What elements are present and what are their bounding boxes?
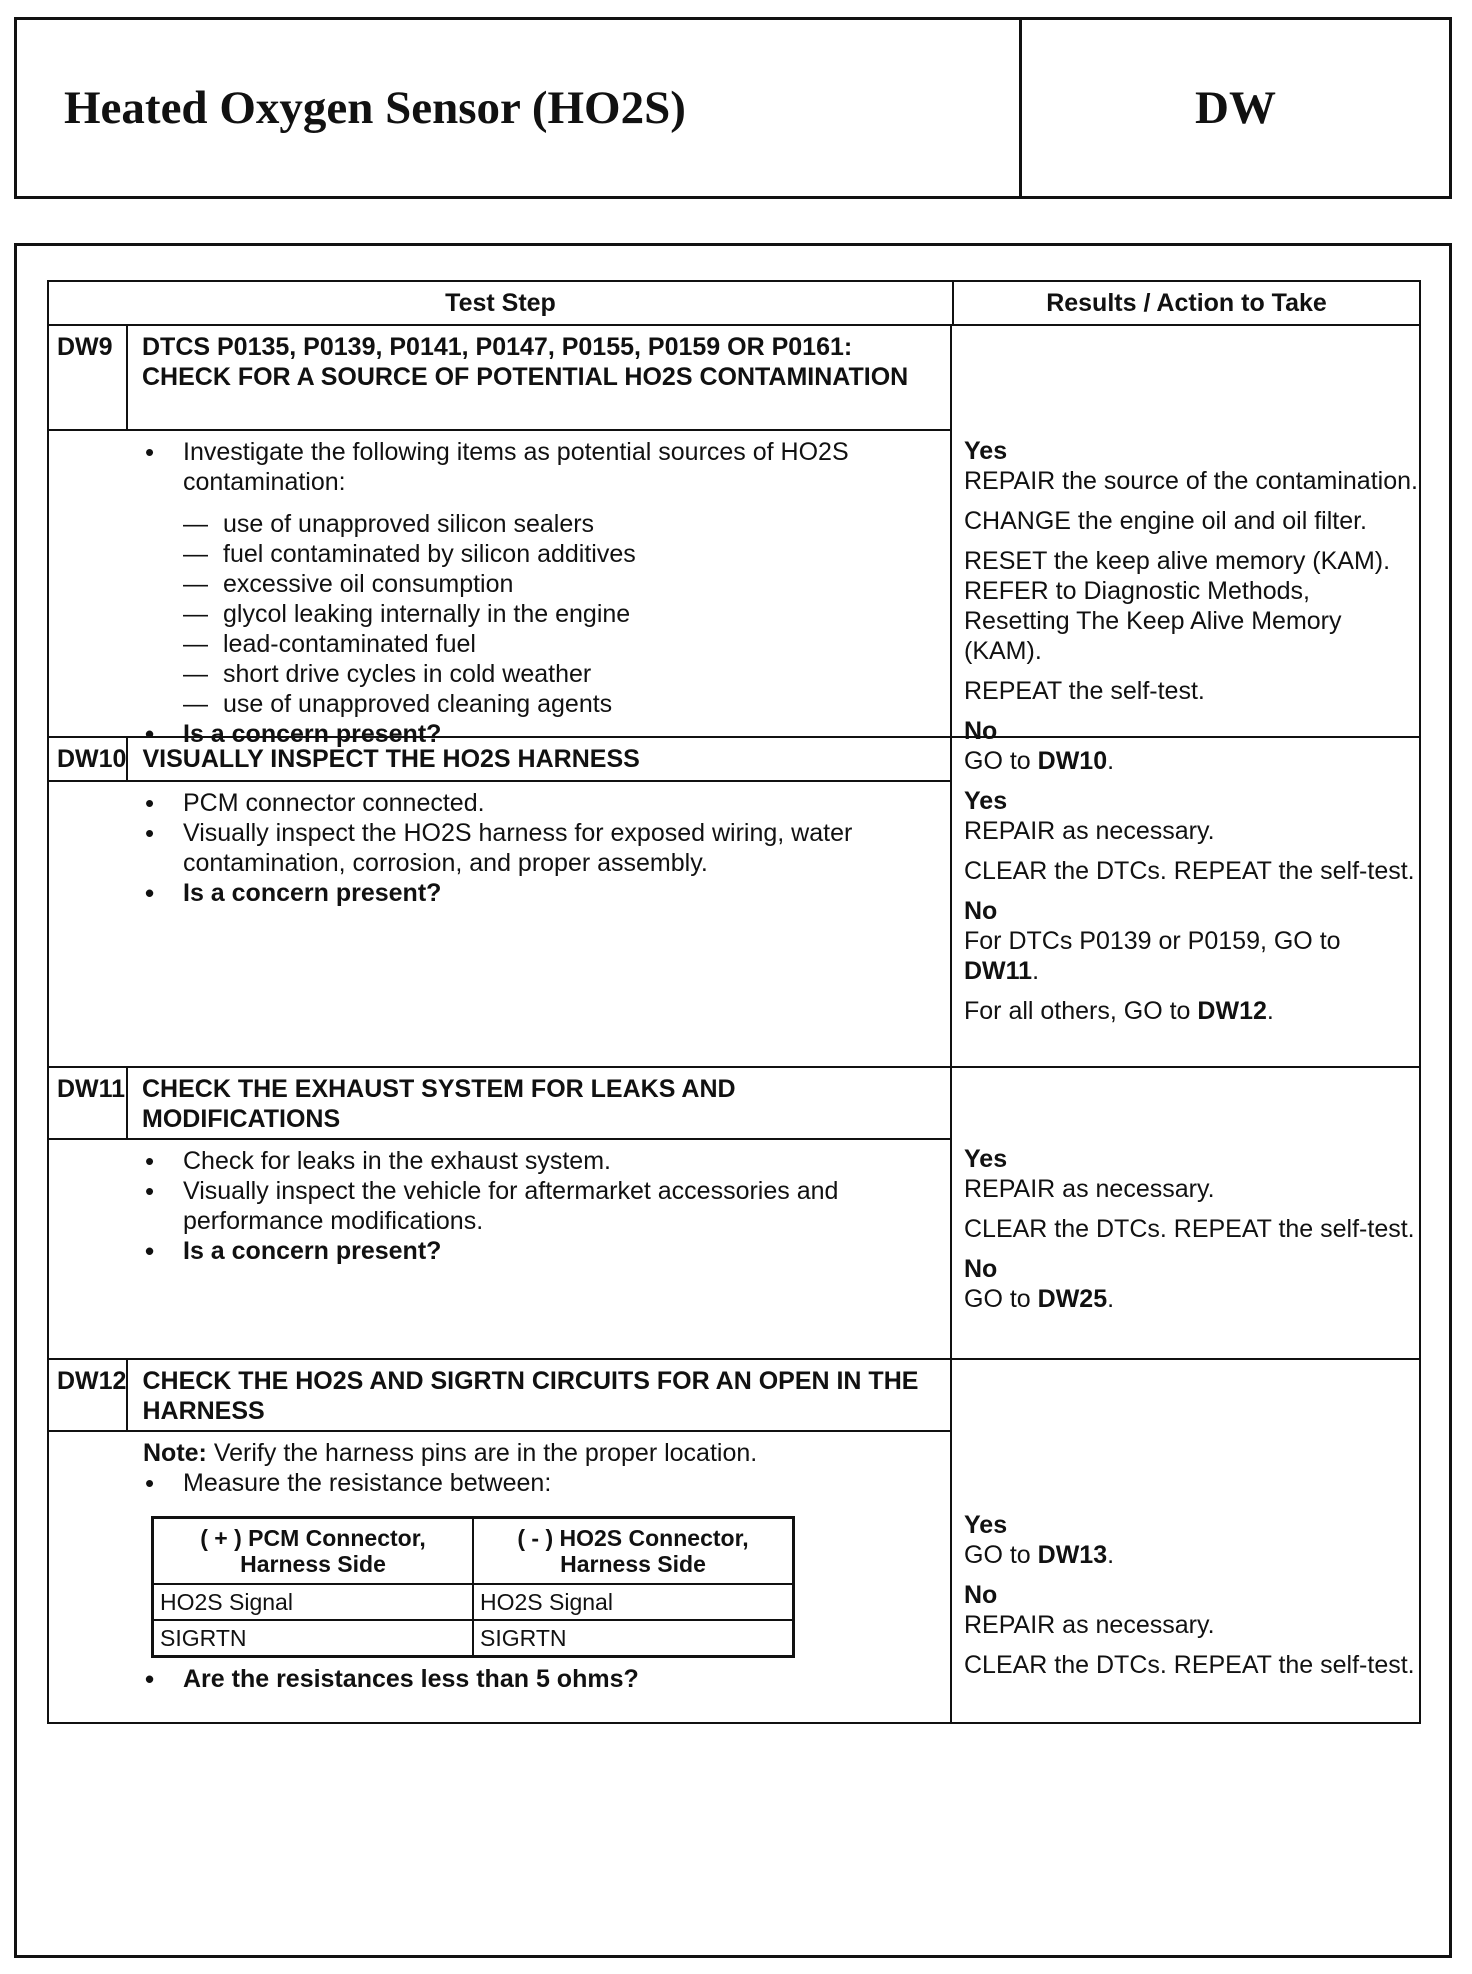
yes-action: CLEAR the DTCs. REPEAT the self-test. [964, 1215, 1415, 1243]
note-text: Verify the harness pins are in the proper location. [213, 1439, 758, 1467]
table-cell: SIGRTN [473, 1620, 794, 1657]
step-question: • Is a concern present? [143, 1236, 938, 1266]
step-question: • Is a concern present? [143, 878, 938, 908]
diagnostic-table [47, 280, 1421, 1724]
yes-action: REPAIR as necessary. [964, 817, 1215, 845]
step-dw10 [49, 738, 1419, 1068]
table-cell: HO2S Signal [153, 1584, 474, 1620]
step-question: • Is a concern present? [143, 719, 938, 749]
period: . [1107, 1541, 1115, 1569]
goto-step-link[interactable]: DW11 [964, 957, 1033, 985]
no-label: No [964, 717, 998, 745]
step-body [49, 1432, 950, 1704]
no-action [964, 996, 1419, 1026]
no-label: No [964, 1581, 998, 1609]
step-title: CHECK THE EXHAUST SYSTEM FOR LEAKS AND MODIFICATIONS [142, 1075, 736, 1133]
section-code: DW [1195, 82, 1276, 134]
yes-label: Yes [964, 1145, 1008, 1173]
period: . [1107, 1285, 1115, 1313]
col-results: Results / Action to Take [1046, 289, 1327, 317]
list-item: — use of unapproved silicon sealers [183, 509, 938, 539]
list-item: — excessive oil consumption [183, 569, 938, 599]
step-title: VISUALLY INSPECT THE HO2S HARNESS [142, 745, 640, 773]
step-bullet: • Check for leaks in the exhaust system. [143, 1146, 938, 1176]
inner-col-header: ( + ) PCM Connector, Harness Side [153, 1518, 474, 1585]
note-label: Note: [143, 1439, 207, 1467]
no-action: CLEAR the DTCs. REPEAT the self-test. [964, 1651, 1415, 1679]
inner-col-header: ( - ) HO2S Connector, Harness Side [473, 1518, 794, 1585]
period: . [1107, 747, 1115, 775]
list-item: — use of unapproved cleaning agents [183, 689, 938, 719]
goto-text: GO to [964, 747, 1031, 775]
yes-action [964, 1540, 1419, 1570]
step-bullet: • Measure the resistance between: [143, 1468, 938, 1498]
step-id: DW10 [49, 738, 128, 780]
goto-text: For all others, GO to [964, 997, 1191, 1025]
yes-label: Yes [964, 437, 1008, 465]
yes-label: Yes [964, 787, 1008, 815]
yes-action: CHANGE the engine oil and oil filter. [964, 507, 1367, 535]
step-id: DW9 [49, 326, 128, 429]
list-item: — lead-contaminated fuel [183, 629, 938, 659]
step-bullet: • Investigate the following items as potential sources of HO2S contamination: [143, 437, 938, 497]
step-id: DW11 [49, 1068, 128, 1138]
step-bullet: • Visually inspect the vehicle for aftermarket accessories and performance modifications. [143, 1176, 938, 1236]
no-action [964, 926, 1419, 986]
step-dw11 [49, 1068, 1419, 1360]
no-action [964, 1284, 1419, 1314]
yes-action: REPAIR the source of the contamination. [964, 467, 1418, 495]
step-results [952, 326, 1419, 775]
goto-step-link[interactable]: DW12 [1197, 997, 1267, 1025]
yes-label: Yes [964, 1511, 1008, 1539]
step-note [143, 1438, 938, 1468]
period: . [1266, 997, 1274, 1025]
step-dw12 [49, 1360, 1419, 1722]
step-body [49, 782, 950, 918]
resistance-table [151, 1516, 795, 1658]
goto-step-link[interactable]: DW10 [1037, 747, 1108, 775]
list-item: — glycol leaking internally in the engine [183, 599, 938, 629]
table-cell: HO2S Signal [473, 1584, 794, 1620]
no-label: No [964, 1255, 998, 1283]
step-title: CHECK THE HO2S AND SIGRTN CIRCUITS FOR AN OPEN IN THE HARNESS [142, 1367, 919, 1425]
yes-action: REPEAT the self-test. [964, 677, 1205, 705]
step-results [952, 1068, 1419, 1358]
goto-text: GO to [964, 1541, 1031, 1569]
goto-text: For DTCs P0139 or P0159, GO to [964, 927, 1341, 955]
no-action: REPAIR as necessary. [964, 1611, 1215, 1639]
step-results [952, 1360, 1419, 1722]
step-bullet: • Visually inspect the HO2S harness for exposed wiring, water contamination, corrosion, and proper assembly. [143, 818, 938, 878]
step-question: • Are the resistances less than 5 ohms? [143, 1664, 938, 1694]
yes-action: REPAIR as necessary. [964, 1175, 1215, 1203]
list-item: — short drive cycles in cold weather [183, 659, 938, 689]
yes-action: CLEAR the DTCs. REPEAT the self-test. [964, 857, 1415, 885]
contamination-list [143, 509, 938, 719]
step-results [952, 738, 1419, 1066]
page-title: Heated Oxygen Sensor (HO2S) [17, 20, 1022, 196]
goto-step-link[interactable]: DW13 [1037, 1541, 1108, 1569]
goto-text: GO to [964, 1285, 1031, 1313]
yes-action: RESET the keep alive memory (KAM). REFER to Diagnostic Methods, Resetting The Keep Alive Memory (KAM). [964, 547, 1391, 665]
col-test-step: Test Step [49, 282, 954, 324]
page-header [14, 17, 1452, 199]
list-item: — fuel contaminated by silicon additives [183, 539, 938, 569]
step-body [49, 431, 950, 759]
step-body [49, 1140, 950, 1276]
table-header [49, 282, 1419, 326]
step-title: DTCS P0135, P0139, P0141, P0147, P0155, P0159 OR P0161: CHECK FOR A SOURCE OF POTENTIAL HO2S CONTAMINATION [142, 333, 909, 391]
goto-step-link[interactable]: DW25 [1037, 1285, 1108, 1313]
period: . [1032, 957, 1040, 985]
table-row [153, 1584, 794, 1620]
table-cell: SIGRTN [153, 1620, 474, 1657]
step-bullet: • PCM connector connected. [143, 788, 938, 818]
no-label: No [964, 897, 998, 925]
table-row [153, 1620, 794, 1657]
step-id: DW12 [49, 1360, 128, 1430]
